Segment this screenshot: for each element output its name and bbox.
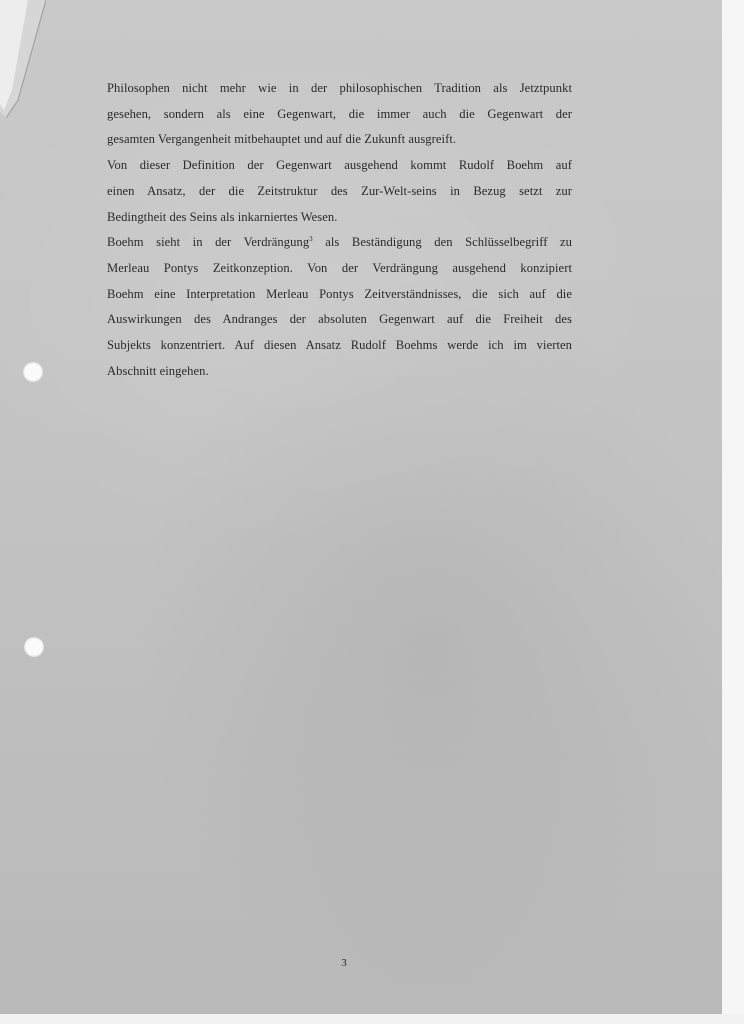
page-number: 3 <box>341 957 347 969</box>
text-line: gesamten Vergangenheit mitbehauptet und auf die Zukunft ausgreift. <box>107 132 457 147</box>
folded-corner <box>0 0 46 120</box>
scan-right-margin <box>722 0 744 1024</box>
text-line: gesehen, sondern als eine Gegenwart, die immer auch die Gegenwart der <box>107 106 572 121</box>
text-line: Merleau Pontys Zeitkonzeption. Von der Verdrängung ausgehend konzipiert <box>107 260 572 275</box>
text-line: Auswirkungen des Andranges der absoluten Gegenwart auf die Freiheit des <box>107 312 572 327</box>
text-line: Bedingtheit des Seins als inkarniertes Wesen. <box>107 209 338 224</box>
text-line: einen Ansatz, der die Zeitstruktur des Zur-Welt-seins in Bezug setzt zur <box>107 183 572 198</box>
text-line: Von dieser Definition der Gegenwart ausgehend kommt Rudolf Boehm auf <box>107 158 572 173</box>
text-line: Subjekts konzentriert. Auf diesen Ansatz Rudolf Boehms werde ich im vierten <box>107 338 572 353</box>
text-line: Boehm eine Interpretation Merleau Pontys Zeitverständnisses, die sich auf die <box>107 286 572 301</box>
text-line: Abschnitt eingehen. <box>107 363 209 378</box>
punch-hole-lower <box>24 637 44 657</box>
scan-bottom-margin <box>0 1014 744 1024</box>
text-segment: Boehm sieht in der Verdrängung <box>107 235 310 250</box>
body-text <box>107 76 572 384</box>
text-segment: als Beständigung den Schlüsselbegriff zu <box>312 235 572 250</box>
footnote-marker: 3 <box>309 235 313 244</box>
text-line-with-footnote <box>107 230 572 256</box>
punch-hole-upper <box>23 362 43 382</box>
text-line: Philosophen nicht mehr wie in der philosophischen Tradition als Jetztpunkt <box>107 81 572 95</box>
